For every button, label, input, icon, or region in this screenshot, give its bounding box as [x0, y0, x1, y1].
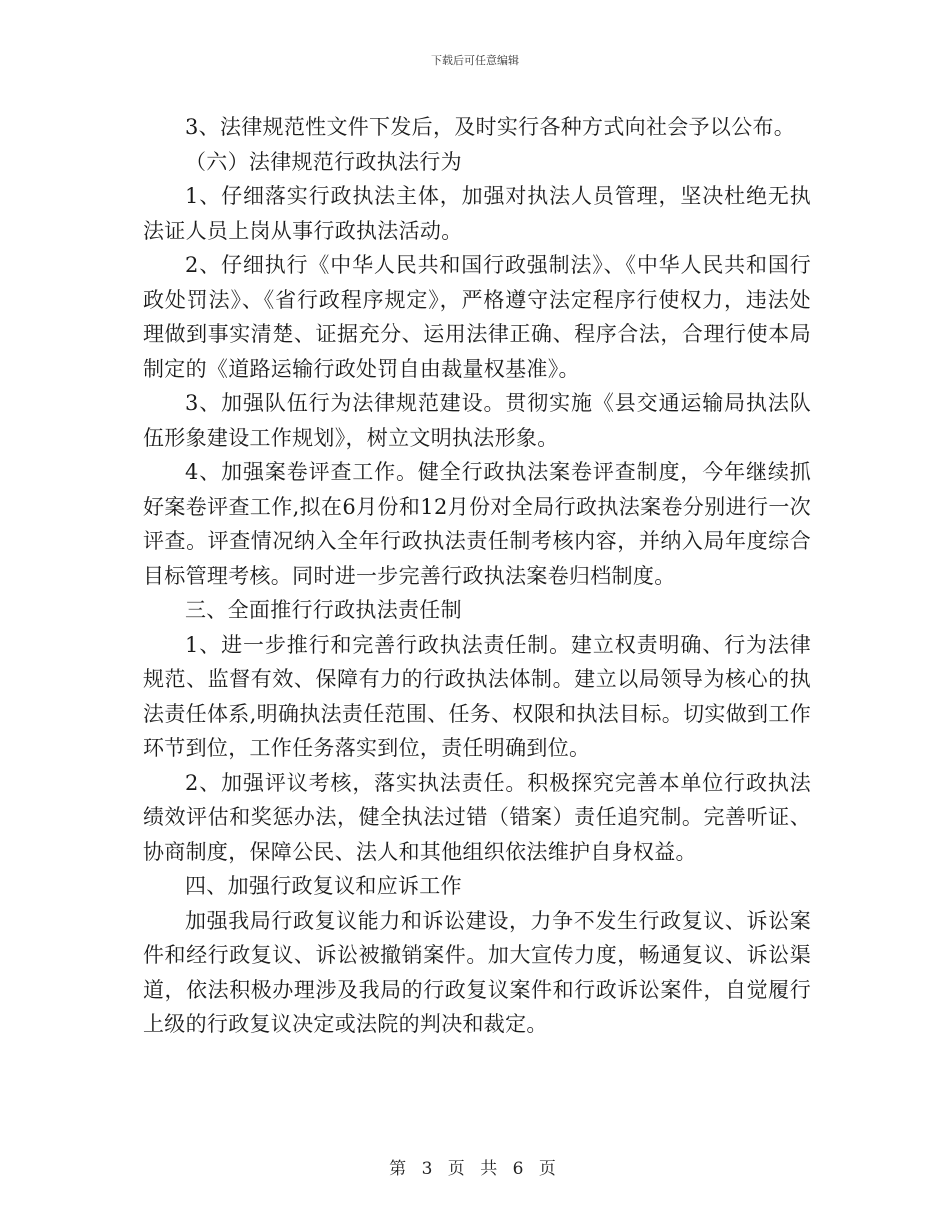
paragraph: 1、进一步推行和完善行政执法责任制。建立权责明确、行为法律规范、监督有效、保障有力的行政执法体制。建立以局领导为核心的执法责任体系,明确执法责任范围、任务、权限和执法目标。切实做到工作环节到位，工作任务落实到位，责任明确到位。 [143, 632, 811, 760]
section-heading: 三、全面推行行政执法责任制 [185, 598, 462, 622]
page-number: 第 3 页 共 6 页 [389, 1159, 561, 1179]
page-header: 下载后可任意编辑 [431, 54, 519, 67]
paragraph: 3、法律规范性文件下发后，及时实行各种方式向社会予以公布。 [185, 115, 796, 139]
paragraph: 4、加强案卷评查工作。健全行政执法案卷评查制度，今年继续抓好案卷评查工作,拟在6月份和12月份对全局行政执法案卷分别进行一次评查。评查情况纳入全年行政执法责任制考核内容，并纳入局年度综合目标管理考核。同时进一步完善行政执法案卷归档制度。 [143, 460, 811, 588]
paragraph: 2、仔细执行《中华人民共和国行政强制法》、《中华人民共和国行政处罚法》、《省行政程序规定》，严格遵守法定程序行使权力，违法处理做到事实清楚、证据充分、运用法律正确、程序合法，合理行使本局制定的《道路运输行政处罚自由裁量权基准》。 [143, 253, 811, 381]
paragraph: 2、加强评议考核，落实执法责任。积极探究完善本单位行政执法绩效评估和奖惩办法，健全执法过错（错案）责任追究制。完善听证、协商制度，保障公民、法人和其他组织依法维护自身权益。 [143, 770, 811, 864]
paragraph: 加强我局行政复议能力和诉讼建设，力争不发生行政复议、诉讼案件和经行政复议、诉讼被撤销案件。加大宣传力度，畅通复议、诉讼渠道，依法积极办理涉及我局的行政复议案件和行政诉讼案件，自觉履行上级的行政复议决定或法院的判决和裁定。 [143, 908, 811, 1036]
section-heading: 四、加强行政复议和应诉工作 [185, 874, 462, 898]
section-heading: （六）法律规范行政执法行为 [185, 149, 462, 174]
paragraph: 3、加强队伍行为法律规范建设。贯彻实施《县交通运输局执法队伍形象建设工作规划》，树立文明执法形象。 [143, 391, 811, 450]
paragraph: 1、仔细落实行政执法主体，加强对执法人员管理，坚决杜绝无执法证人员上岗从事行政执法活动。 [143, 184, 811, 243]
document-body [143, 110, 811, 1042]
